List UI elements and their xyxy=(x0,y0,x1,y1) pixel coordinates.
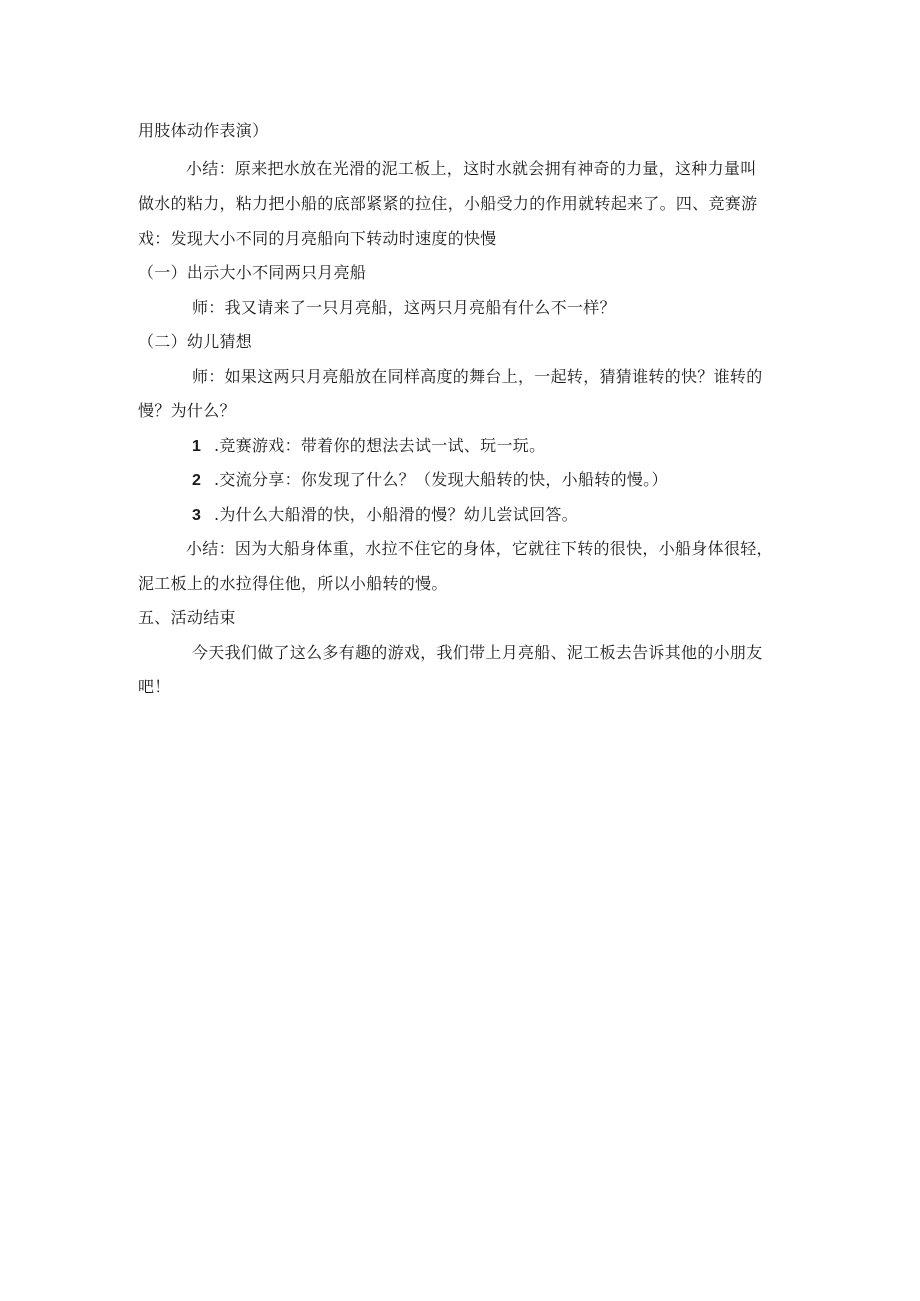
paragraph-line: 慢？为什么？ xyxy=(138,401,236,420)
list-item xyxy=(192,435,545,458)
paragraph-line: 做水的粘力，粘力把小船的底部紧紧的拉住，小船受力的作用就转起来了。四、竞赛游 xyxy=(138,194,758,213)
teacher-line: 师：我又请来了一只月亮船，这两只月亮船有什么不一样？ xyxy=(192,298,616,317)
paragraph-line: 今天我们做了这么多有趣的游戏，我们带上月亮船、泥工板去告诉其他的小朋友 xyxy=(192,643,763,662)
list-item-text: .为什么大船滑的快，小船滑的慢？幼儿尝试回答。 xyxy=(214,505,578,524)
list-item-text: .交流分享：你发现了什么？（发现大船转的快，小船转的慢。） xyxy=(214,470,668,489)
summary-line: 小结：因为大船身体重，水拉不住它的身体，它就往下转的很快，小船身体很轻， xyxy=(186,539,773,558)
teacher-line: 师：如果这两只月亮船放在同样高度的舞台上，一起转，猜猜谁转的快？谁转的 xyxy=(192,367,763,386)
section-heading: 五、活动结束 xyxy=(138,608,236,627)
paragraph-line: 吧！ xyxy=(138,677,171,696)
paragraph-line: 泥工板上的水拉得住他，所以小船转的慢。 xyxy=(138,574,448,593)
list-number: 3 xyxy=(192,507,202,524)
section-heading: （二）幼儿猜想 xyxy=(138,332,253,351)
list-number: 2 xyxy=(192,472,202,489)
list-number: 1 xyxy=(192,438,202,455)
paragraph-line: 戏：发现大小不同的月亮船向下转动时速度的快慢 xyxy=(138,229,497,248)
list-item xyxy=(192,469,668,492)
list-item-text: .竞赛游戏：带着你的想法去试一试、玩一玩。 xyxy=(214,436,546,455)
section-heading: （一）出示大小不同两只月亮船 xyxy=(138,263,367,282)
summary-line: 小结：原来把水放在光滑的泥工板上，这时水就会拥有神奇的力量，这种力量叫 xyxy=(186,159,757,178)
list-item xyxy=(192,504,578,527)
paragraph-line: 用肢体动作表演） xyxy=(138,121,269,140)
